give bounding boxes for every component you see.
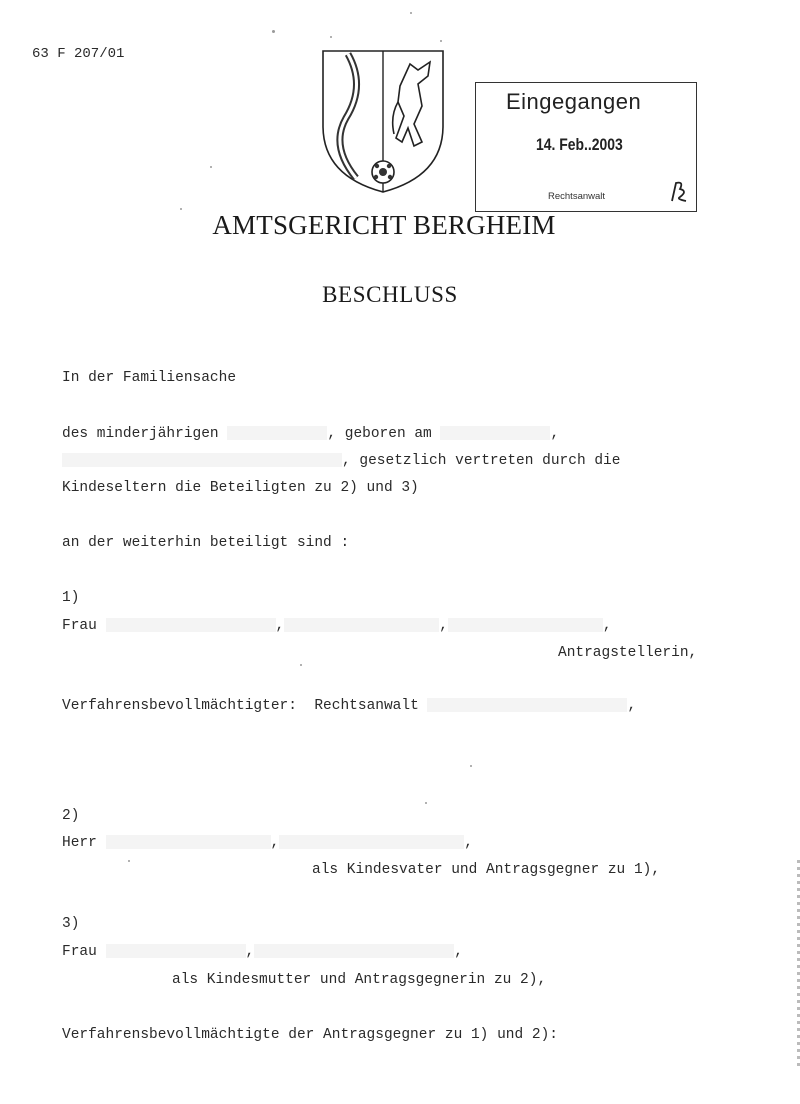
scan-speck xyxy=(470,765,472,767)
counsel2-line: Verfahrensbevollmächtigte der Antragsgegner zu 1) und 2): xyxy=(62,1027,558,1043)
stamp-date: 14. Feb..2003 xyxy=(536,135,623,154)
signature-icon xyxy=(666,179,692,205)
stamp-title: Eingegangen xyxy=(506,89,642,114)
party1-line: Frau , , , xyxy=(62,618,612,634)
party2-role: als Kindesvater und Antragsgegner zu 1), xyxy=(312,862,661,878)
file-number: 63 F 207/01 xyxy=(32,46,125,62)
child-line-1: des minderjährigen , geboren am , xyxy=(62,426,560,442)
counsel-line: Verfahrensbevollmächtigter: Rechtsanwalt , xyxy=(62,698,637,714)
coat-of-arms-icon xyxy=(318,46,448,196)
party1-number: 1) xyxy=(62,590,80,606)
scan-speck xyxy=(330,36,332,38)
document-type: BESCHLUSS xyxy=(322,282,458,307)
scan-speck xyxy=(440,40,442,42)
scan-speck xyxy=(300,664,302,666)
scan-speck xyxy=(272,30,275,33)
child-line-3: Kindeseltern die Beteiligten zu 2) und 3) xyxy=(62,480,419,496)
scan-speck xyxy=(180,208,182,210)
scan-speck xyxy=(425,802,427,804)
intro-line: In der Familiensache xyxy=(62,370,237,386)
stamp-subtitle: Rechtsanwalt xyxy=(548,191,606,202)
party3-role: als Kindesmutter und Antragsgegnerin zu 2), xyxy=(172,972,547,988)
party2-line: Herr , , xyxy=(62,835,473,851)
received-stamp xyxy=(475,82,697,212)
involved-line: an der weiterhin beteiligt sind : xyxy=(62,535,350,551)
child-line-2: , gesetzlich vertreten durch die xyxy=(62,453,620,469)
scan-speck xyxy=(210,166,212,168)
party1-role: Antragstellerin, xyxy=(558,645,698,661)
court-name: AMTSGERICHT BERGHEIM xyxy=(212,210,556,240)
party2-number: 2) xyxy=(62,808,80,824)
scan-speck xyxy=(410,12,412,14)
scan-speck xyxy=(128,860,130,862)
party3-line: Frau , , xyxy=(62,944,463,960)
party3-number: 3) xyxy=(62,916,80,932)
